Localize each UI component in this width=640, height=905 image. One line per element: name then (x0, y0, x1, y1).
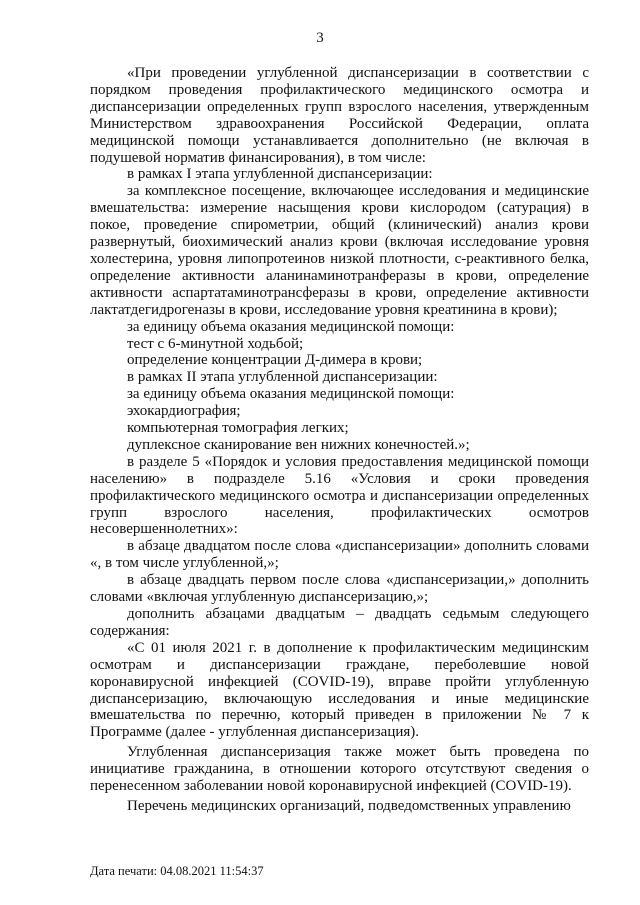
paragraph: в абзаце двадцать первом после слова «диспансеризации,» дополнить словами «включая углубленную диспансеризацию,»; (90, 572, 589, 606)
paragraph: «При проведении углубленной диспансеризации в соответствии с порядком проведения профилактического медицинского осмотра и диспансеризации определенных групп взрослого населения, утвержденным Министерством здравоохранения Российской Федерации, оплата медицинской помощи устанавливается дополнительно (не включая в подушевой норматив финансирования), в том числе: (90, 65, 589, 166)
paragraph: в рамках I этапа углубленной диспансеризации: (127, 166, 433, 183)
paragraph: за комплексное посещение, включающее исследования и медицинские вмешательства: измерение насыщения крови кислородом (сатурация) в покое, проведение спирометрии, общий (клинический) анализ крови развернутый, биохимический анализ крови (включая исследование уровня холестерина, уровня липопротеинов низкой плотности, с-реактивного белка, определение активности аланинаминотранферазы в крови, определение активности аспартатаминотрансферазы в крови, определение активности лактатдегидрогеназы в крови, исследование уровня креатинина в крови); (90, 183, 589, 318)
paragraph: в абзаце двадцатом после слова «диспансеризации» дополнить словами «, в том числе углубленной,»; (90, 538, 589, 572)
paragraph: дополнить абзацами двадцатым – двадцать седьмым следующего содержания: (90, 606, 589, 639)
page-number: 3 (316, 30, 324, 46)
paragraph: определение концентрации Д-димера в крови; (127, 352, 423, 369)
paragraph: эхокардиография; (127, 403, 241, 420)
paragraph: в рамках II этапа углубленной диспансеризации: (127, 369, 438, 386)
paragraph: Углубленная диспансеризация также может быть проведена по инициативе гражданина, в отношении которого отсутствуют сведения о перенесенном заболевании новой коронавирусной инфекцией (COVID-19). (90, 744, 589, 795)
paragraph: «С 01 июля 2021 г. в дополнение к профилактическим медицинским осмотрам и диспансеризации граждане, переболевшие новой коронавирусной инфекцией (COVID-19), вправе пройти углубленную диспансеризацию, включающую исследования и иные медицинские вмешательства по перечню, который приведен в приложении № 7 к Программе (далее - углубленная диспансеризация). (90, 639, 589, 741)
document-body (90, 65, 589, 815)
paragraph: за единицу объема оказания медицинской помощи: (127, 386, 455, 403)
paragraph: Перечень медицинских организаций, подведомственных управлению (127, 797, 571, 814)
paragraph: дуплексное сканирование вен нижних конечностей.»; (127, 436, 470, 453)
print-date-footer: Дата печати: 04.08.2021 11:54:37 (90, 864, 264, 878)
paragraph: компьютерная томография легких; (127, 420, 349, 437)
paragraph: в разделе 5 «Порядок и условия предоставления медицинской помощи населению» в подразделе 5.16 «Условия и сроки проведения профилактического медицинского осмотра и диспансеризации определенных групп взрослого населения, профилактических осмотров несовершеннолетних»: (90, 453, 589, 538)
paragraph: тест с 6-минутной ходьбой; (127, 335, 304, 352)
paragraph: за единицу объема оказания медицинской помощи: (127, 318, 455, 335)
